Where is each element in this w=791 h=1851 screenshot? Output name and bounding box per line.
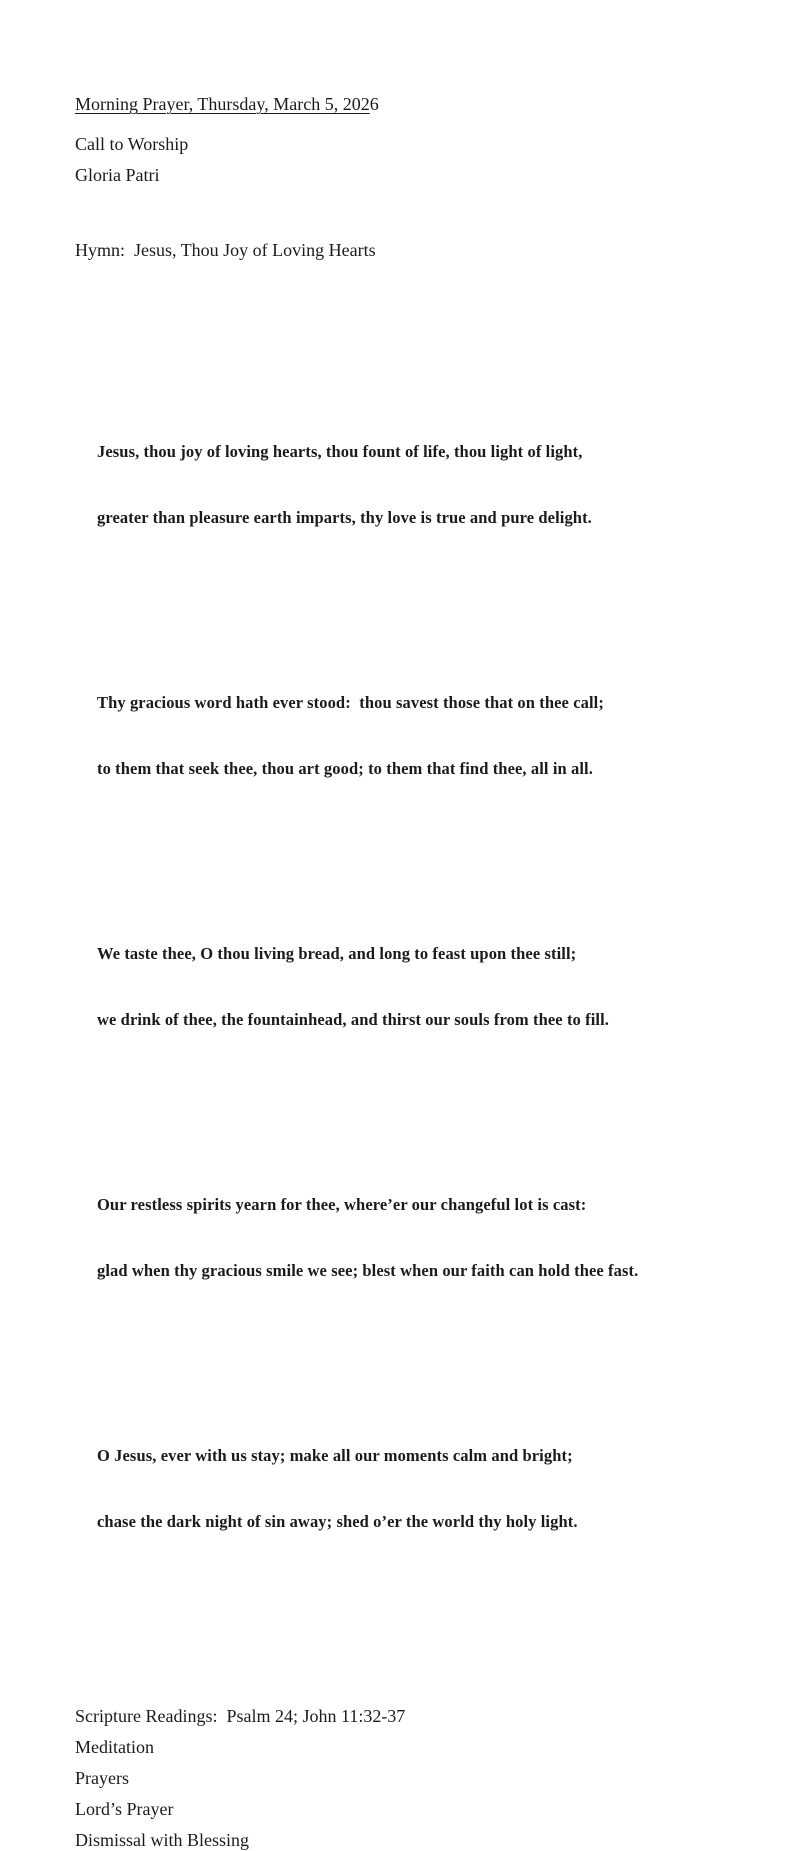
hymn-section <box>75 195 719 1696</box>
hymn-verse-5 <box>97 1401 719 1577</box>
verse-line: to them that seek thee, thou art good; to them that find thee, all in all. <box>97 759 593 778</box>
verse-line: Our restless spirits yearn for thee, where’er our changeful lot is cast: <box>97 1195 587 1214</box>
hymn-verses <box>75 331 719 1652</box>
hymn-verse-3 <box>97 899 719 1075</box>
verse-line: We taste thee, O thou living bread, and long to feast upon thee still; <box>97 944 577 963</box>
document-title <box>75 93 719 115</box>
verse-line: O Jesus, ever with us stay; make all our moments calm and bright; <box>97 1446 573 1465</box>
verse-line: chase the dark night of sin away; shed o’er the world thy holy light. <box>97 1512 578 1531</box>
hymn-verse-4 <box>97 1150 719 1326</box>
verse-line: we drink of thee, the fountainhead, and thirst our souls from thee to fill. <box>97 1010 609 1029</box>
hymn-verse-2 <box>97 648 719 824</box>
order-item-call-to-worship: Call to Worship <box>75 134 189 154</box>
verse-line: Jesus, thou joy of loving hearts, thou fount of life, thou light of light, <box>97 442 583 461</box>
order-item-scripture-readings: Scripture Readings: Psalm 24; John 11:32-37 <box>75 1706 406 1726</box>
hymn-heading: Hymn: Jesus, Thou Joy of Loving Hearts <box>75 240 376 260</box>
order-item-lords-prayer: Lord’s Prayer <box>75 1799 174 1819</box>
order-item-prayers: Prayers <box>75 1768 129 1788</box>
order-item-gloria-patri: Gloria Patri <box>75 165 160 185</box>
document-title-underlined-part: Morning Prayer, Thursday, March 5, 202 <box>75 94 370 114</box>
verse-line: greater than pleasure earth imparts, thy love is true and pure delight. <box>97 508 592 527</box>
verse-line: Thy gracious word hath ever stood: thou savest those that on thee call; <box>97 693 604 712</box>
verse-line: glad when thy gracious smile we see; blest when our faith can hold thee fast. <box>97 1261 639 1280</box>
order-item-meditation: Meditation <box>75 1737 154 1757</box>
document-title-suffix: 6 <box>369 94 379 114</box>
hymn-verse-1 <box>97 397 719 573</box>
order-item-dismissal: Dismissal with Blessing <box>75 1830 250 1850</box>
